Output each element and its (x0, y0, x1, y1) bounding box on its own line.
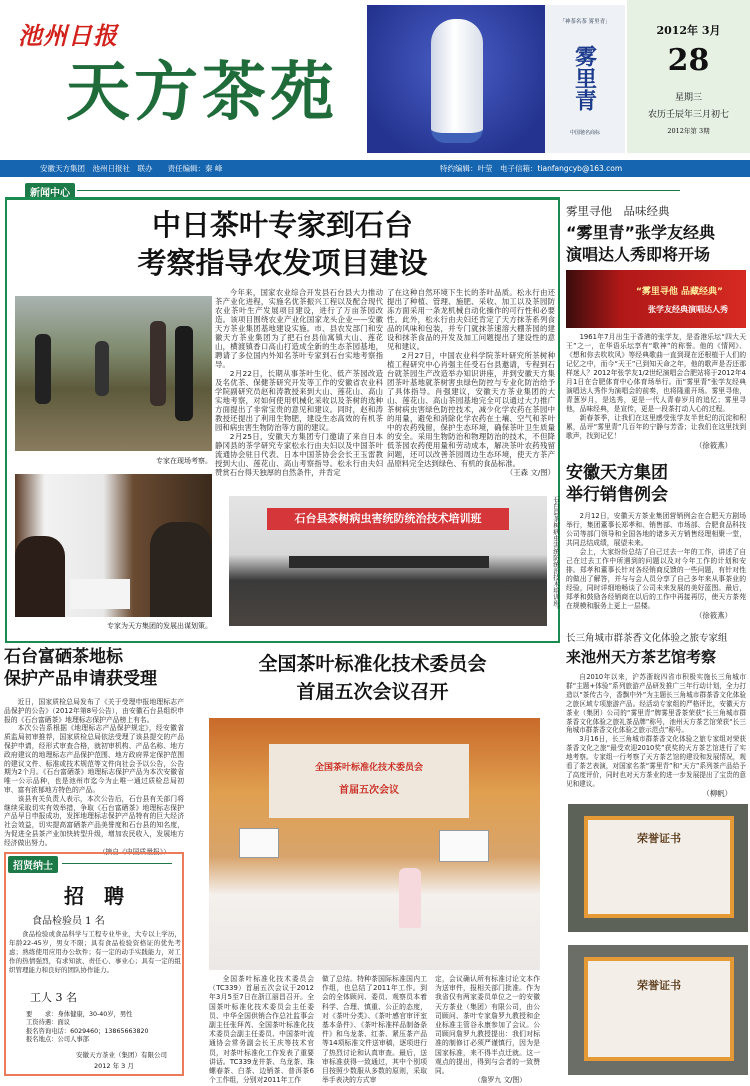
paragraph: 2月22日，长期从事茶叶生化、低产茶园改造及名优茶、保健茶研究开发等工作的安徽省农业科学院副研究员赵和涛教授来到大山、莲花山、高山实地考察，对如何使用机械化采收以及茶树的选种方面提出了非常宝贵的意见和建议。同时，赵和涛教授还提出了利用生物肥，建设生态高效的有机茶园和病虫害生物防治等方面的建议。 (215, 369, 383, 432)
ad-slogan: 「神茶名茶 雾里青」 (559, 19, 611, 25)
middle-article-col2: 做了总结。特种茶国际标准国内工作组，也总结了2011年工作。到会的全体顾问、委员、观察员本着科学、合理、慎重、公正的态度，对《茶叶分类》、《茶叶感官审评室基本条件》、《茶叶标准样品制备条件》和乌龙茶、红茶、紧压茶产品等14项标准文件送审稿，逐项进行了热烈讨论和认真审查。最后，送审标准获得一致通过，其中个别项目按照少数服从多数的原则，采取举手表决的方式审 (322, 975, 427, 1085)
section-rule (77, 190, 680, 191)
title-line2: 举行销售例会 (566, 485, 668, 505)
paragraph: 今年来，国家农业综合开发县石台县大力推动茶产业化进程，实施名优茶振兴工程以及配合现代农业茶叶生产发展项目建设，进行了万亩茶园改造。该项目围绕农业产业化国家龙头企业——安徽天方茶业集团基地建设实施。市、县农发部门和安徽天方茶业集团为了把石台县仙寓镇大山、莲花山，横渡镇香口高山打造成全新的生态茶园基地，聘请了多位国内外知名茶叶专家到石台实地考察指导。 (215, 288, 383, 369)
byline: （詹罗九 文/图） (473, 1076, 526, 1085)
masthead-title-text: 天方茶苑 (66, 56, 338, 130)
training-banner: 石台县茶树病虫害统防统治技术培训班 (267, 508, 509, 530)
source: （摘自《中国质量报》） (98, 847, 170, 856)
left-title-line1: 石台富硒茶地标 (4, 647, 123, 667)
recruitment-date: 2012 年 3 月 (94, 1062, 134, 1070)
photo-field-inspection (15, 296, 212, 451)
main-article-title (7, 206, 558, 282)
weekday: 星期三 (674, 93, 702, 103)
recruitment-tag: 招贤纳士 (8, 856, 58, 873)
paragraph: 2月12日，安徽天方茶业集团营销例会在合肥天方剧场举行，集团董事长郑孝和、销售部、市场部、合肥食品科技公司等部门领导和全国各地的诸多天方销售经理相聚一堂，共同总结成绩，展望未来。 (566, 512, 746, 547)
left-title-line2: 保护产品申请获受理 (4, 669, 157, 689)
job2-line: 报名地点：公司人事部 (26, 1035, 89, 1043)
right-article2-body (566, 512, 746, 620)
paragraph: 3月16日，长三角城市群茶香文化体验之旅专家组对荣获茶香文化之旅“最受欢迎2010奖”获奖的天方茶艺馆进行了实地考察。专家组一行考察了天方茶艺馆的建设和发展情况，观看了茶艺表演，对国家名茶“雾里青”和“天方”系列茶产品给予了高度评价，同时也对天方茶业的进一步发展提出了宝贵的意见和建议。 (566, 735, 746, 788)
section-header (25, 183, 680, 197)
middle-title-line2: 首届五次会议召开 (296, 681, 449, 703)
certificate-title: 荣誉证书 (637, 979, 681, 992)
photo-conference (209, 718, 540, 970)
section-tag: 新闻中心 (25, 183, 75, 200)
ad-line2: 张学友经典演唱达人秀 (648, 305, 728, 314)
masthead (0, 0, 750, 156)
conference-backdrop (269, 744, 469, 818)
right-article3-body (566, 673, 746, 798)
job2-line: 要 求：身体健康，30-40岁，男性 (26, 1011, 133, 1018)
ad-line1: “雾里寻他 品藏经典” (636, 287, 723, 297)
recruitment-rule (62, 863, 172, 864)
paragraph: 会上，大家纷纷总结了自己过去一年的工作，讲述了自己在过去工作中所遇到的问题以及对今年工作的计划和安排。郑孝和董事长针对各经销商反馈的一些问题，有针对性的做出了解答，并与与会人员分享了自己多年来从事茶业的经验，同时详细地畅谈了公司未来发展的美好蓝图。最后，郑孝和鼓励各经销商在以后的工作中再接再厉，使天方茶苑在规模和服务上更上一层楼。 (566, 548, 746, 610)
middle-article-col1: 全国茶叶标准化技术委员会（TC339）首届五次会议于2012年3月5至7日在浙江丽昌召开。全国茶叶标准化技术委员会主任委员、中华全国供销合作总社监事会副主任张拜芮、全国茶叶标准化技术委员会副主任委员、中国茶叶流通协会常务副会长王庆等技术官员，对茶叶标准化工作发表了重要讲话。TC339龙井茶、乌龙茶、珠螺春茶、白茶、边销茶、普洱茶6个工作组，分别对2011年工作 (209, 975, 314, 1085)
job1-description: 食品检验或食品科学与工程专业毕业，大专以上学历，年龄22-45岁，男女不限；具有食品检验资格证的优先考虑；熟练使用应用办公软件；有一定的动手实践能力，对工作的热情强烈，有求知欲、责任心、事业心；具有一定的组织管理能力和良好的团队协作能力。 (9, 930, 181, 974)
vase-image (431, 19, 483, 143)
left-article-title (4, 646, 184, 690)
left-article-body (4, 698, 184, 857)
backdrop-line1: 全国茶叶标准化技术委员会 (314, 763, 423, 773)
right-article2-title (566, 462, 746, 506)
certificate-photo-2 (568, 945, 748, 1075)
job2-line: 工资待遇：面议 (26, 1019, 71, 1027)
middle-article-col3 (435, 975, 540, 1086)
photo-training-class (229, 496, 547, 626)
job1-title: 食品检验员 1 名 (32, 916, 105, 927)
main-article-col2 (387, 288, 555, 477)
middle-title-line1: 全国茶叶标准化技术委员会 (258, 653, 487, 675)
job2-line: 报名咨询电话：6029460；13865663820 (26, 1027, 149, 1035)
recruitment-company: 安徽天方茶业（集团）有限公司 (76, 1051, 167, 1059)
title-line2: 演唱达人秀即将开场 (566, 245, 711, 264)
right-article-2 (566, 462, 746, 620)
byline: （柳帆） (702, 788, 732, 798)
right-article3-title: 来池州天方茶艺馆考察 (566, 648, 717, 666)
byline: （王森 文/图） (505, 468, 555, 477)
byline: （徐筱燕） (695, 611, 732, 620)
ad-brand: 雾里青 (571, 45, 598, 111)
date-line: 2012年 3月 (656, 24, 721, 37)
paragraph: 了在这种自然环境下生长的茶叶品质。松永行由还提出了种植、管理、施肥、采收、加工以及茶园防冻方面采用一条龙机械自动化操作的可行性和必要性。此外，松永行由夫妇还肯定了天方抹茶系列食品的风味和包装，并专门就抹茶速溶大棚茶园的建设和抹茶食品的开发及加工问题提出了建设性的意见和建议。 (387, 288, 555, 351)
paragraph: 新春茶季，让我们在这里感受张学友半世纪的沉淀和积累，品评“雾里青”几百年的宁静与芳香；让我们在这里找到歌声，找到记忆！ (566, 414, 746, 440)
kicker: 雾里寻他 品味经典 (566, 204, 670, 218)
right-article1-body (566, 333, 746, 450)
main-article-col1 (215, 288, 383, 477)
photo2-caption: 专家为天方集团的发展出谋划策。 (107, 622, 212, 630)
certificate-photo-1 (568, 804, 748, 932)
concert-ad (566, 270, 746, 328)
right-article-3 (566, 630, 746, 798)
byline: （徐筱燕） (695, 441, 732, 450)
paragraph: 1961年7月出生于香港的张学友，是香港乐坛“四大天王”之一，在华语乐坛享有“歌神”的称誉。他的《情网》、《想和你去吹吹风》等经典歌曲一直到现在还根植于人们的记忆之中，而今“天王”已到知天命之年，他的歌声是否还那样迷人？2012年张学友1/2世纪演唱会合肥站将于2012年4月1日在合肥体育中心体育场举行。而“雾里青”张学友经典演唱达人秀作为演唱会的前奏，也将隆重开场。雾里寻他，青葱岁月，是选秀，更是一代人青春岁月的追忆；雾里寻他，品味经典，是宣传，更是一段茶打动人心的过程。 (566, 333, 746, 413)
paragraph: 2月25日，安徽天方集团专门邀请了来自日本静冈县的茶学研究专家松永行由夫妇以及中国茶叶流通协会驻日代表、日本中国茶协会会长王玉雷教授到大山、莲花山、高山考察指导。松永行由夫妇赞赏石台得天独厚的自然条件，并肯定 (215, 432, 383, 477)
right-article-1 (566, 203, 746, 450)
paragraph: 该县有关负责人表示，本次公告后，石台县有关部门将继续采取切实有效举措，争取《石台富硒茶》地理标志保护产品早日申报成功，发挥地理标志保护产品特有的巨大经济社会效益，切实提高富硒茶产品美誉度和石台县的知名度，为促进全县茶产业加快转型升级，增加农民收入，发展地方经济做出努力。 (4, 794, 184, 847)
backdrop-line2: 首届五次会议 (339, 785, 399, 796)
title-line1: “雾里青”张学友经典 (566, 223, 716, 242)
middle-article-title (205, 650, 540, 706)
issue-number: 2012年第 3期 (667, 127, 710, 135)
left-article (4, 646, 184, 857)
date-panel (627, 0, 750, 153)
main-article (5, 197, 560, 643)
job2-details (26, 1011, 149, 1044)
middle-article (205, 650, 560, 706)
lunar-date: 农历壬辰年三月初七 (647, 110, 729, 120)
photo1-caption: 专家在现场考察。 (156, 457, 212, 465)
info-bar-left: 安徽天方集团 池州日报社 联办 责任编辑：秦 峰 (40, 164, 223, 173)
paragraph: 定，会议确认所有标准讨论文本作为送审件，报相关部门批准。作为我省仅有两家委员单位之一的安徽天方茶业（集团）有限公司，由公司顾问、茶叶专家詹罗九教授和企业标准主管谷永康参加了会议。公司顾问詹罗九教授提出：我们对标准的制修订必须严谨慎行，因为是国家标准，来不得半点迁就。这一观点的提出，得到与会者的一致赞同。 (435, 975, 540, 1076)
main-title-line1: 中日茶叶专家到石台 (151, 208, 413, 242)
paper-logo: 池州日报 (18, 21, 118, 50)
recruitment-title: 招 聘 (64, 884, 124, 908)
brand-ad-panel (545, 5, 625, 153)
main-title-line2: 考察指导农发项目建设 (137, 246, 428, 280)
right-article1-title (566, 222, 746, 266)
paragraph: 2月27日，中国农业科学院茶叶研究所茶树种植工程研究中心肖强主任受石台县邀请，专程到石台就茶园生产改造举办知识讲座，并到安徽天方集团茶叶基地就茶树害虫绿色防控与专业化防治给予了具体指导。肖强建议，安徽天方茶业集团的大山、莲花山、高山茶园基地完全可以通过大力推广茶树病虫害绿色防控技术，减少化学农药在茶园中的用量，避免和消除化学农药在土壤、空气和茶叶中的农药残留，保护生态环境，确保茶叶卫生质量的安全。采用生物防治和物理防治的技术，不但降低茶园农药使用量和劳动成本，解决茶叶农药残留问题，还可以改善茶园周边生态环境，使天方茶产品原料完全达到绿色、有机的食品标准。 (387, 351, 555, 468)
info-bar-right: 特约编辑：叶莹 电子信箱：tianfangcyb@163.com (440, 164, 623, 173)
paragraph: 近日，国家质检总局发布了《关于受理申报地理标志产品保护的公告》（2012年第8号公告），由安徽石台县组织申报的《石台富硒茶》地理标志保护产品榜上有名。 (4, 698, 184, 724)
photo-office-meeting (15, 474, 212, 617)
masthead-title (66, 58, 338, 128)
paragraph: 自2010年以来，沪苏浙皖四省市积极实施长三角城市群“主题+体验”系列旅游产品研发推广三年行动计划，全力打造以“茶传古今，香飘中外”为主题长三角城市群茶香文化体验之旅区域专项旅游产品。经活动专家组的严格评比，安徽天方茶业（集团）公司的“雾里青”牌雾里香茶荣获“长三角城市群茶香文化体验之旅礼茶品牌”称号，池州天方茶艺馆荣获“长三角城市群茶香文化体验之旅示范点”称号。 (566, 673, 746, 735)
paragraph: 本次公告系根据《地理标志产品保护规定》，经安徽省质监局初审推荐，国家质检总局依法受理了该县提交的产品保护申请，经形式审查合格，就初审机构、产品名称、地方政府建议的地理标志产品保护范围、地方政府界定保护范围的建议文件、标准或技术规范等文件向社会予以公告，公告期为2个月。《石台富硒茶》地理标志保护产品为本次安徽省唯一公示品种，也是池州市迄今为止唯一通过质检总局初审、富有浓郁地方特色的产品。 (4, 724, 184, 794)
paragraph-wrapper (387, 351, 555, 477)
info-bar (0, 160, 750, 177)
kicker: 长三角城市群茶香文化体验之旅专家组 (566, 633, 728, 644)
ad-footer: 中国驰名商标 (569, 130, 600, 136)
certificate-title: 荣誉证书 (637, 832, 681, 845)
title-line1: 安徽天方集团 (566, 463, 668, 483)
vase-ad (367, 5, 545, 153)
photo3-caption: 石台县茶树病虫害统防统治技术培训班。 (552, 496, 560, 613)
date-day: 28 (667, 43, 710, 78)
recruitment-box (4, 852, 184, 1076)
job2-title: 工人 3 名 (30, 991, 77, 1004)
